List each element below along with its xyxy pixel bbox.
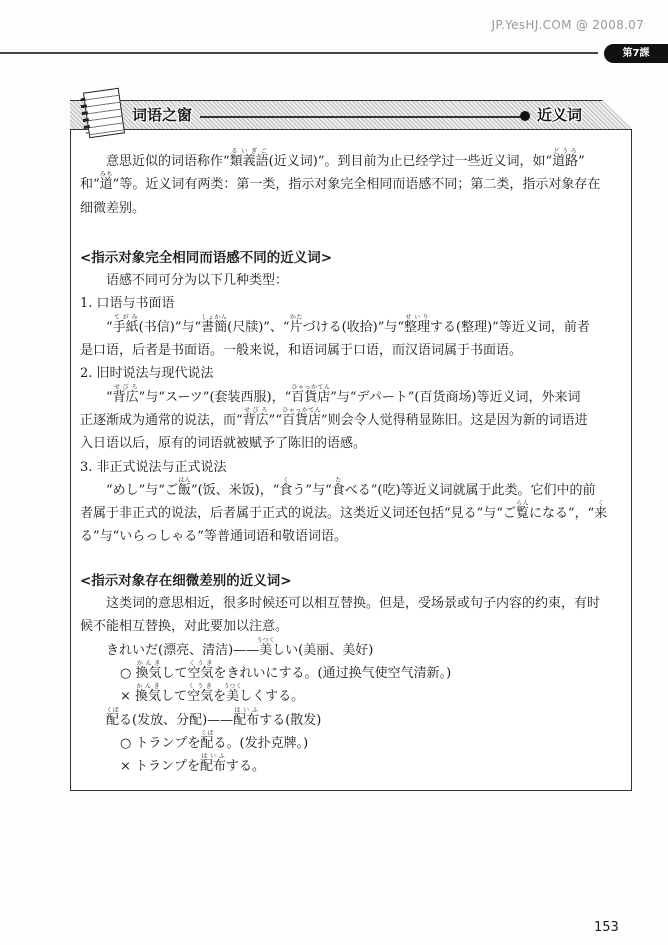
kanji: 来: [594, 506, 608, 522]
reading: せびろ: [242, 406, 269, 414]
text-line: [80, 613, 620, 636]
kanji: 配: [106, 712, 120, 728]
kanji: 換気: [135, 689, 162, 705]
reading: ひゃっかてん: [291, 383, 331, 391]
reading: はいふ: [200, 753, 227, 761]
text-segment: しくする。: [239, 689, 305, 705]
text-segment: <指示对象完全相同而语感不同的近义词>: [80, 249, 333, 266]
text-segment: きれいだ(漂亮、清洁)——: [106, 642, 260, 658]
text-segment: 正逐渐成为通常的说法，而“: [80, 412, 243, 428]
kanji: 食: [331, 482, 345, 498]
text-segment: する。: [226, 759, 266, 775]
text-segment: を: [213, 689, 227, 705]
text-line: [80, 637, 620, 660]
text-segment: ”与“デパート”(百货商场)等近义词，外来词: [330, 389, 581, 405]
text-line: [80, 384, 620, 407]
text-segment: べる”(吃)等近义词就属于此类。它们中的前: [344, 482, 596, 498]
text-line: [80, 683, 620, 706]
furigana-word: [135, 683, 162, 705]
text-line: [80, 148, 620, 171]
kanji: 道路: [552, 154, 579, 169]
furigana-word: [242, 406, 269, 428]
text-segment: 候不能相互替换，对此要加以注意。: [80, 619, 289, 635]
furigana-word: [177, 476, 191, 498]
text-segment: ”等。近义词有两类：第一类，指示对象完全相同而语感不同；第二类，指示对象存在: [112, 177, 601, 193]
text-segment: する(整理)”等近义词，前者: [430, 319, 590, 335]
kanji: 空気: [187, 689, 214, 705]
text-line: [80, 337, 620, 360]
kanji: 手紙: [112, 319, 139, 335]
reading: く: [279, 476, 293, 484]
reading: しょかん: [201, 313, 228, 321]
furigana-word: [279, 476, 293, 498]
text-segment: する(散发): [259, 712, 322, 728]
reading: てがみ: [112, 313, 139, 321]
text-line: [80, 314, 620, 337]
text-segment: して: [161, 689, 188, 705]
kanji: 空気: [187, 665, 214, 681]
furigana-word: [112, 383, 139, 405]
text-segment: 语感不同可分为以下几种类型：: [106, 273, 289, 289]
text-segment: <指示对象存在细微差别的近义词>: [80, 572, 292, 589]
section-heading: [80, 567, 620, 590]
text-segment: う”与“: [292, 482, 332, 498]
reading: どうろ: [552, 148, 579, 155]
kanji: 類義語: [229, 154, 269, 169]
furigana-word: [289, 313, 303, 335]
text-segment: 入日语以后，原有的词语就被赋予了陈旧的语感。: [80, 436, 367, 452]
text-line: [80, 707, 620, 730]
text-segment: “めし”与“ご: [106, 482, 178, 498]
text-line: [80, 290, 620, 313]
text-segment: る”与“いらっしゃる”等普通词语和敬语词语。: [80, 529, 347, 545]
kanji: 配布: [233, 712, 260, 728]
kanji: 美: [256, 642, 275, 658]
kanji: 換気: [135, 665, 162, 681]
reading: く: [594, 500, 608, 508]
text-segment: ”: [578, 154, 585, 169]
reading: せびろ: [112, 383, 139, 391]
text-line: [80, 407, 620, 430]
text-segment: る(发放、分配)——: [119, 712, 234, 728]
text-segment: 2. 旧时说法与现代说法: [80, 366, 214, 382]
text-segment: ”与“スーツ”(套装西服)，“: [138, 389, 292, 405]
text-segment: しい(美丽、美好): [272, 642, 374, 658]
text-segment: 和“: [80, 177, 100, 193]
text-segment: 3. 非正式说法与正式说法: [80, 459, 227, 475]
furigana-word: [229, 148, 269, 169]
text-line: [80, 753, 620, 776]
watermark: JP.YesHJ.COM @ 2008.07: [491, 18, 644, 32]
furigana-word: [135, 659, 162, 681]
text-segment: (近义词)”。到目前为止已经学过一些近义词，如“: [268, 154, 553, 169]
kanji: 覧: [515, 506, 529, 522]
kanji: 背広: [242, 412, 269, 428]
furigana-word: [291, 383, 331, 405]
text-segment: して: [161, 665, 188, 681]
furigana-word: [106, 706, 120, 728]
text-segment: (书信)”与“: [138, 319, 202, 335]
furigana-word: [187, 683, 214, 705]
text-line: [80, 454, 620, 477]
text-line: [80, 171, 620, 194]
kanji: 飯: [177, 482, 191, 498]
text-segment: ”“: [268, 412, 282, 428]
kanji: 整理: [404, 319, 431, 335]
text-segment: 1. 口语与书面语: [80, 296, 175, 312]
reading: ひゃっかてん: [281, 406, 321, 414]
reading: くうき: [187, 659, 214, 667]
text-segment: づける(收拾)”与“: [302, 319, 405, 335]
text-line: [80, 360, 620, 383]
body-text: [80, 148, 620, 776]
furigana-word: [404, 313, 431, 335]
page-number: 153: [594, 920, 619, 935]
text-segment: ○ トランプを: [120, 735, 201, 751]
text-segment: 者属于非正式的说法，后者属于正式的说法。这类近义词还包括“見る”与“ご: [80, 506, 516, 522]
spacer: [80, 547, 620, 567]
banner-topic: 近义词: [537, 106, 583, 124]
kanji: 美: [223, 689, 242, 705]
kanji: 道: [99, 177, 113, 193]
reading: くば: [200, 729, 214, 737]
furigana-word: [99, 171, 113, 193]
furigana-word: [187, 659, 214, 681]
header-rule: [0, 52, 598, 54]
reading: みち: [99, 171, 113, 179]
text-segment: ○: [120, 665, 136, 681]
banner-fold: [602, 100, 632, 128]
reading: かんき: [135, 683, 162, 691]
text-segment: ”则会令人觉得稍显陈旧。这是因为新的词语进: [320, 412, 588, 428]
spacer: [80, 218, 620, 244]
furigana-word: [200, 729, 214, 751]
text-line: [80, 660, 620, 683]
reading: らん: [515, 500, 529, 508]
furigana-word: [223, 683, 242, 705]
reading: はいふ: [233, 706, 260, 714]
reading: かんき: [135, 659, 162, 667]
reading: はん: [177, 476, 191, 484]
furigana-word: [331, 476, 345, 498]
bullet-dot-icon: [520, 111, 530, 121]
text-segment: (尺牍)”、“: [227, 319, 290, 335]
kanji: 背広: [112, 389, 139, 405]
text-segment: ”(饭、米饭)，“: [190, 482, 280, 498]
furigana-word: [515, 500, 529, 522]
reading: せいり: [404, 313, 431, 321]
furigana-word: [281, 406, 321, 428]
kanji: 片: [289, 319, 303, 335]
kanji: 配布: [200, 759, 227, 775]
lesson-tab: 第7課: [604, 44, 668, 63]
text-segment: “: [106, 319, 113, 335]
text-segment: になる”，“: [528, 506, 595, 522]
text-line: [80, 195, 620, 218]
banner-divider: [200, 116, 522, 118]
reading: うつく: [223, 683, 242, 691]
furigana-word: [201, 313, 228, 335]
text-segment: 这类词的意思相近，很多时候还可以相互替换。但是，受场景或句子内容的约束，有时: [106, 596, 601, 612]
reading: るいぎご: [229, 148, 269, 155]
furigana-word: [552, 148, 579, 169]
kanji: 百貨店: [281, 412, 321, 428]
furigana-word: [112, 313, 139, 335]
text-segment: × トランプを: [120, 759, 201, 775]
text-segment: 细微差别。: [80, 200, 146, 216]
text-segment: 是口语，后者是书面语。一般来说，和语词属于口语，而汉语词属于书面语。: [80, 343, 523, 359]
kanji: 百貨店: [291, 389, 331, 405]
text-segment: “: [106, 389, 113, 405]
reading: かた: [289, 313, 303, 321]
kanji: 書簡: [201, 319, 228, 335]
text-segment: をきれいにする。(通过换气使空气清新。): [213, 665, 452, 681]
furigana-word: [233, 706, 260, 728]
reading: くば: [106, 706, 120, 714]
kanji: 配: [200, 735, 214, 751]
text-line: [80, 477, 620, 500]
text-segment: ×: [120, 689, 136, 705]
notebook-icon: [83, 88, 125, 139]
text-line: [80, 590, 620, 613]
text-segment: 意思近似的词语称作“: [106, 154, 230, 169]
text-line: [80, 430, 620, 453]
kanji: 食: [279, 482, 293, 498]
furigana-word: [594, 500, 608, 522]
text-line: [80, 500, 620, 523]
reading: うつく: [256, 636, 275, 644]
text-segment: る。(发扑克牌。): [213, 735, 309, 751]
furigana-word: [256, 636, 275, 658]
reading: た: [331, 476, 345, 484]
section-heading: [80, 244, 620, 267]
furigana-word: [200, 753, 227, 775]
text-line: [80, 730, 620, 753]
text-line: [80, 523, 620, 546]
text-line: [80, 267, 620, 290]
banner-title: 词语之窗: [132, 106, 193, 124]
reading: くうき: [187, 683, 214, 691]
